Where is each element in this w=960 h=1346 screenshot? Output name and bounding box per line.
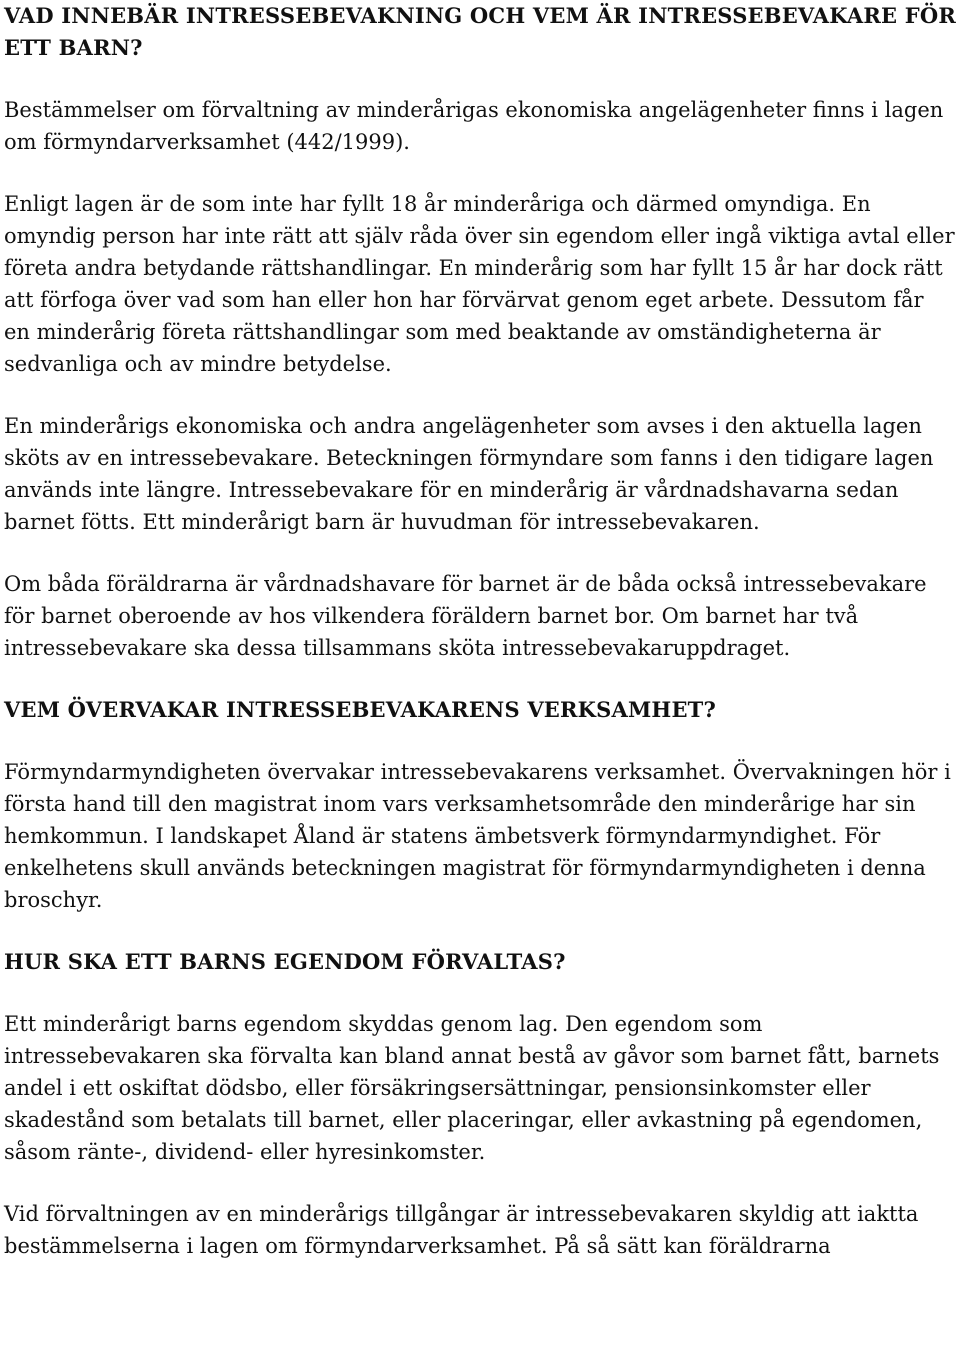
paragraph-bada-foraldrarna: Om båda föräldrarna är vårdnadshavare för barnet är de båda också intressebevakare för barnet oberoende av hos vilkendera föräldern barnet bor. Om barnet har två intressebevakare ska dessa tillsammans sköta intressebevakaruppdraget. [4, 572, 927, 660]
paragraph-enligt-lagen: Enligt lagen är de som inte har fyllt 18 år minderåriga och därmed omyndiga. En omyndig person har inte rätt att själv råda över sin egendom eller ingå viktiga avtal eller företa andra betydande rättshandlingar. En minderårig som har fyllt 15 år har dock rätt att förfoga över vad som han eller hon har förvärvat genom eget arbete. Dessutom får en minderårig företa rättshandlingar som med beaktande av omständigheterna är sedvanliga och av mindre betydelse. [4, 192, 955, 376]
section-heading-intressebevakning: VAD INNEBÄR INTRESSEBEVAKNING OCH VEM ÄR INTRESSEBEVAKARE FÖR ETT BARN? [4, 3, 956, 60]
section-heading-forvaltning: HUR SKA ETT BARNS EGENDOM FÖRVALTAS? [4, 949, 566, 974]
paragraph-bestammelser: Bestämmelser om förvaltning av minderårigas ekonomiska angelägenheter finns i lagen om förmyndarverksamhet (442/1999). [4, 98, 944, 154]
paragraph-minderarigs-angelagenheter: En minderårigs ekonomiska och andra angelägenheter som avses i den aktuella lagen sköts av en intressebevakare. Beteckningen förmyndare som fanns i den tidigare lagen används inte längre. Intressebevakare för en minderårig är vårdnadshavarna sedan barnet fötts. Ett minderårigt barn är huvudman för intressebevakaren. [4, 414, 934, 534]
paragraph-vid-forvaltningen: Vid förvaltningen av en minderårigs tillgångar är intressebevakaren skyldig att iaktta bestämmelserna i lagen om förmyndarverksamhet. På så sätt kan föräldrarna [4, 1202, 919, 1258]
section-heading-overvakning: VEM ÖVERVAKAR INTRESSEBEVAKARENS VERKSAMHET? [4, 697, 717, 722]
paragraph-barns-egendom: Ett minderårigt barns egendom skyddas genom lag. Den egendom som intressebevakaren ska förvalta kan bland annat bestå av gåvor som barnet fått, barnets andel i ett oskiftat dödsbo, eller försäkringsersättningar, pensionsinkomster eller skadestånd som betalats till barnet, eller placeringar, eller avkastning på egendomen, såsom ränte-, dividend- eller hyresinkomster. [4, 1012, 940, 1164]
paragraph-formyndarmyndigheten: Förmyndarmyndigheten övervakar intressebevakarens verksamhet. Övervakningen hör i första hand till den magistrat inom vars verksamhetsområde den minderårige har sin hemkommun. I landskapet Åland är statens ämbetsverk förmyndarmyndighet. För enkelhetens skull används beteckningen magistrat för förmyndarmyndigheten i denna broschyr. [4, 760, 951, 912]
